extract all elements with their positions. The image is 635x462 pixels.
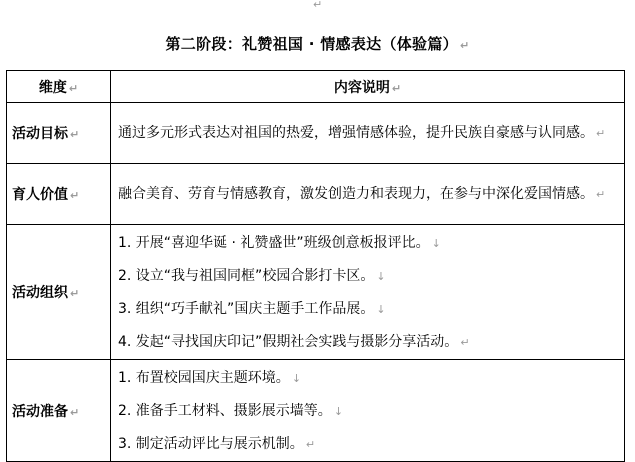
header-dimension-text: 维度: [38, 79, 67, 96]
list-item: [118, 326, 618, 359]
cell-mark: ↵: [70, 287, 80, 300]
list-item: [118, 362, 618, 395]
cell-mark: ↵: [596, 187, 606, 201]
cell-mark: ↵: [68, 81, 79, 95]
list-item-text: 3. 组织“巧手献礼”国庆主题手工作品展。: [118, 301, 375, 317]
cell-mark: ↵: [596, 126, 606, 140]
list-item: [118, 293, 618, 326]
content-text: 融合美育、劳育与情感教育，激发创造力和表现力，在参与中深化爱国情感。: [118, 185, 594, 202]
dimension-text: 活动准备: [12, 403, 68, 420]
list-item-text: 1. 开展“喜迎华诞 · 礼赞盛世”班级创意板报评比。: [118, 235, 430, 251]
list-item-text: 2. 准备手工材料、摄影展示墙等。: [118, 403, 332, 419]
line-break-mark: ↓: [431, 237, 441, 250]
document-title-text: 第二阶段：礼赞祖国 · 情感表达（体验篇）: [165, 35, 458, 53]
list-item: [118, 395, 618, 428]
list-item-text: 2. 设立“我与祖国同框”校园合影打卡区。: [118, 268, 375, 284]
document-title: [0, 33, 635, 54]
dimension-cell: [7, 225, 111, 360]
list-item-text: 3. 制定活动评比与展示机制。: [118, 436, 304, 452]
header-dimension: [7, 71, 111, 103]
line-break-mark: ↓: [376, 303, 386, 316]
content-cell: [111, 103, 625, 164]
list-item-text: 1. 布置校园国庆主题环境。: [118, 370, 290, 386]
line-break-mark: ↓: [291, 372, 302, 385]
cell-mark: ↵: [70, 405, 80, 419]
table-header-row: [7, 71, 625, 103]
table-row-preparation: [7, 360, 625, 462]
content-table: [6, 70, 625, 462]
dimension-text: 活动组织: [12, 285, 68, 301]
cell-mark: ↵: [391, 81, 402, 95]
list-item: [118, 227, 618, 260]
cell-mark: ↵: [460, 336, 470, 349]
content-cell: [111, 360, 625, 462]
content-cell: [111, 164, 625, 225]
table-row-organization: [7, 225, 625, 360]
dimension-text: 育人价值: [12, 187, 68, 203]
cell-mark: ↵: [70, 128, 80, 141]
cell-mark: ↵: [70, 189, 80, 202]
paragraph-mark: ↵: [313, 0, 323, 11]
dimension-cell: [7, 103, 111, 164]
content-text: 通过多元形式表达对祖国的热爱，增强情感体验，提升民族自豪感与认同感。: [118, 124, 594, 141]
table-row-value: [7, 164, 625, 225]
cell-mark: ↵: [305, 438, 316, 451]
table-row-goal: [7, 103, 625, 164]
paragraph-mark: ↵: [459, 39, 470, 52]
dimension-text: 活动目标: [12, 126, 68, 142]
header-content: [111, 71, 625, 103]
header-content-text: 内容说明: [333, 79, 390, 96]
content-cell: [111, 225, 625, 360]
line-break-mark: ↓: [333, 405, 344, 418]
list-item: [118, 428, 618, 461]
line-break-mark: ↓: [376, 270, 386, 283]
list-item: [118, 260, 618, 293]
list-item-text: 4. 发起“寻找国庆印记”假期社会实践与摄影分享活动。: [118, 334, 459, 350]
dimension-cell: [7, 360, 111, 462]
dimension-cell: [7, 164, 111, 225]
